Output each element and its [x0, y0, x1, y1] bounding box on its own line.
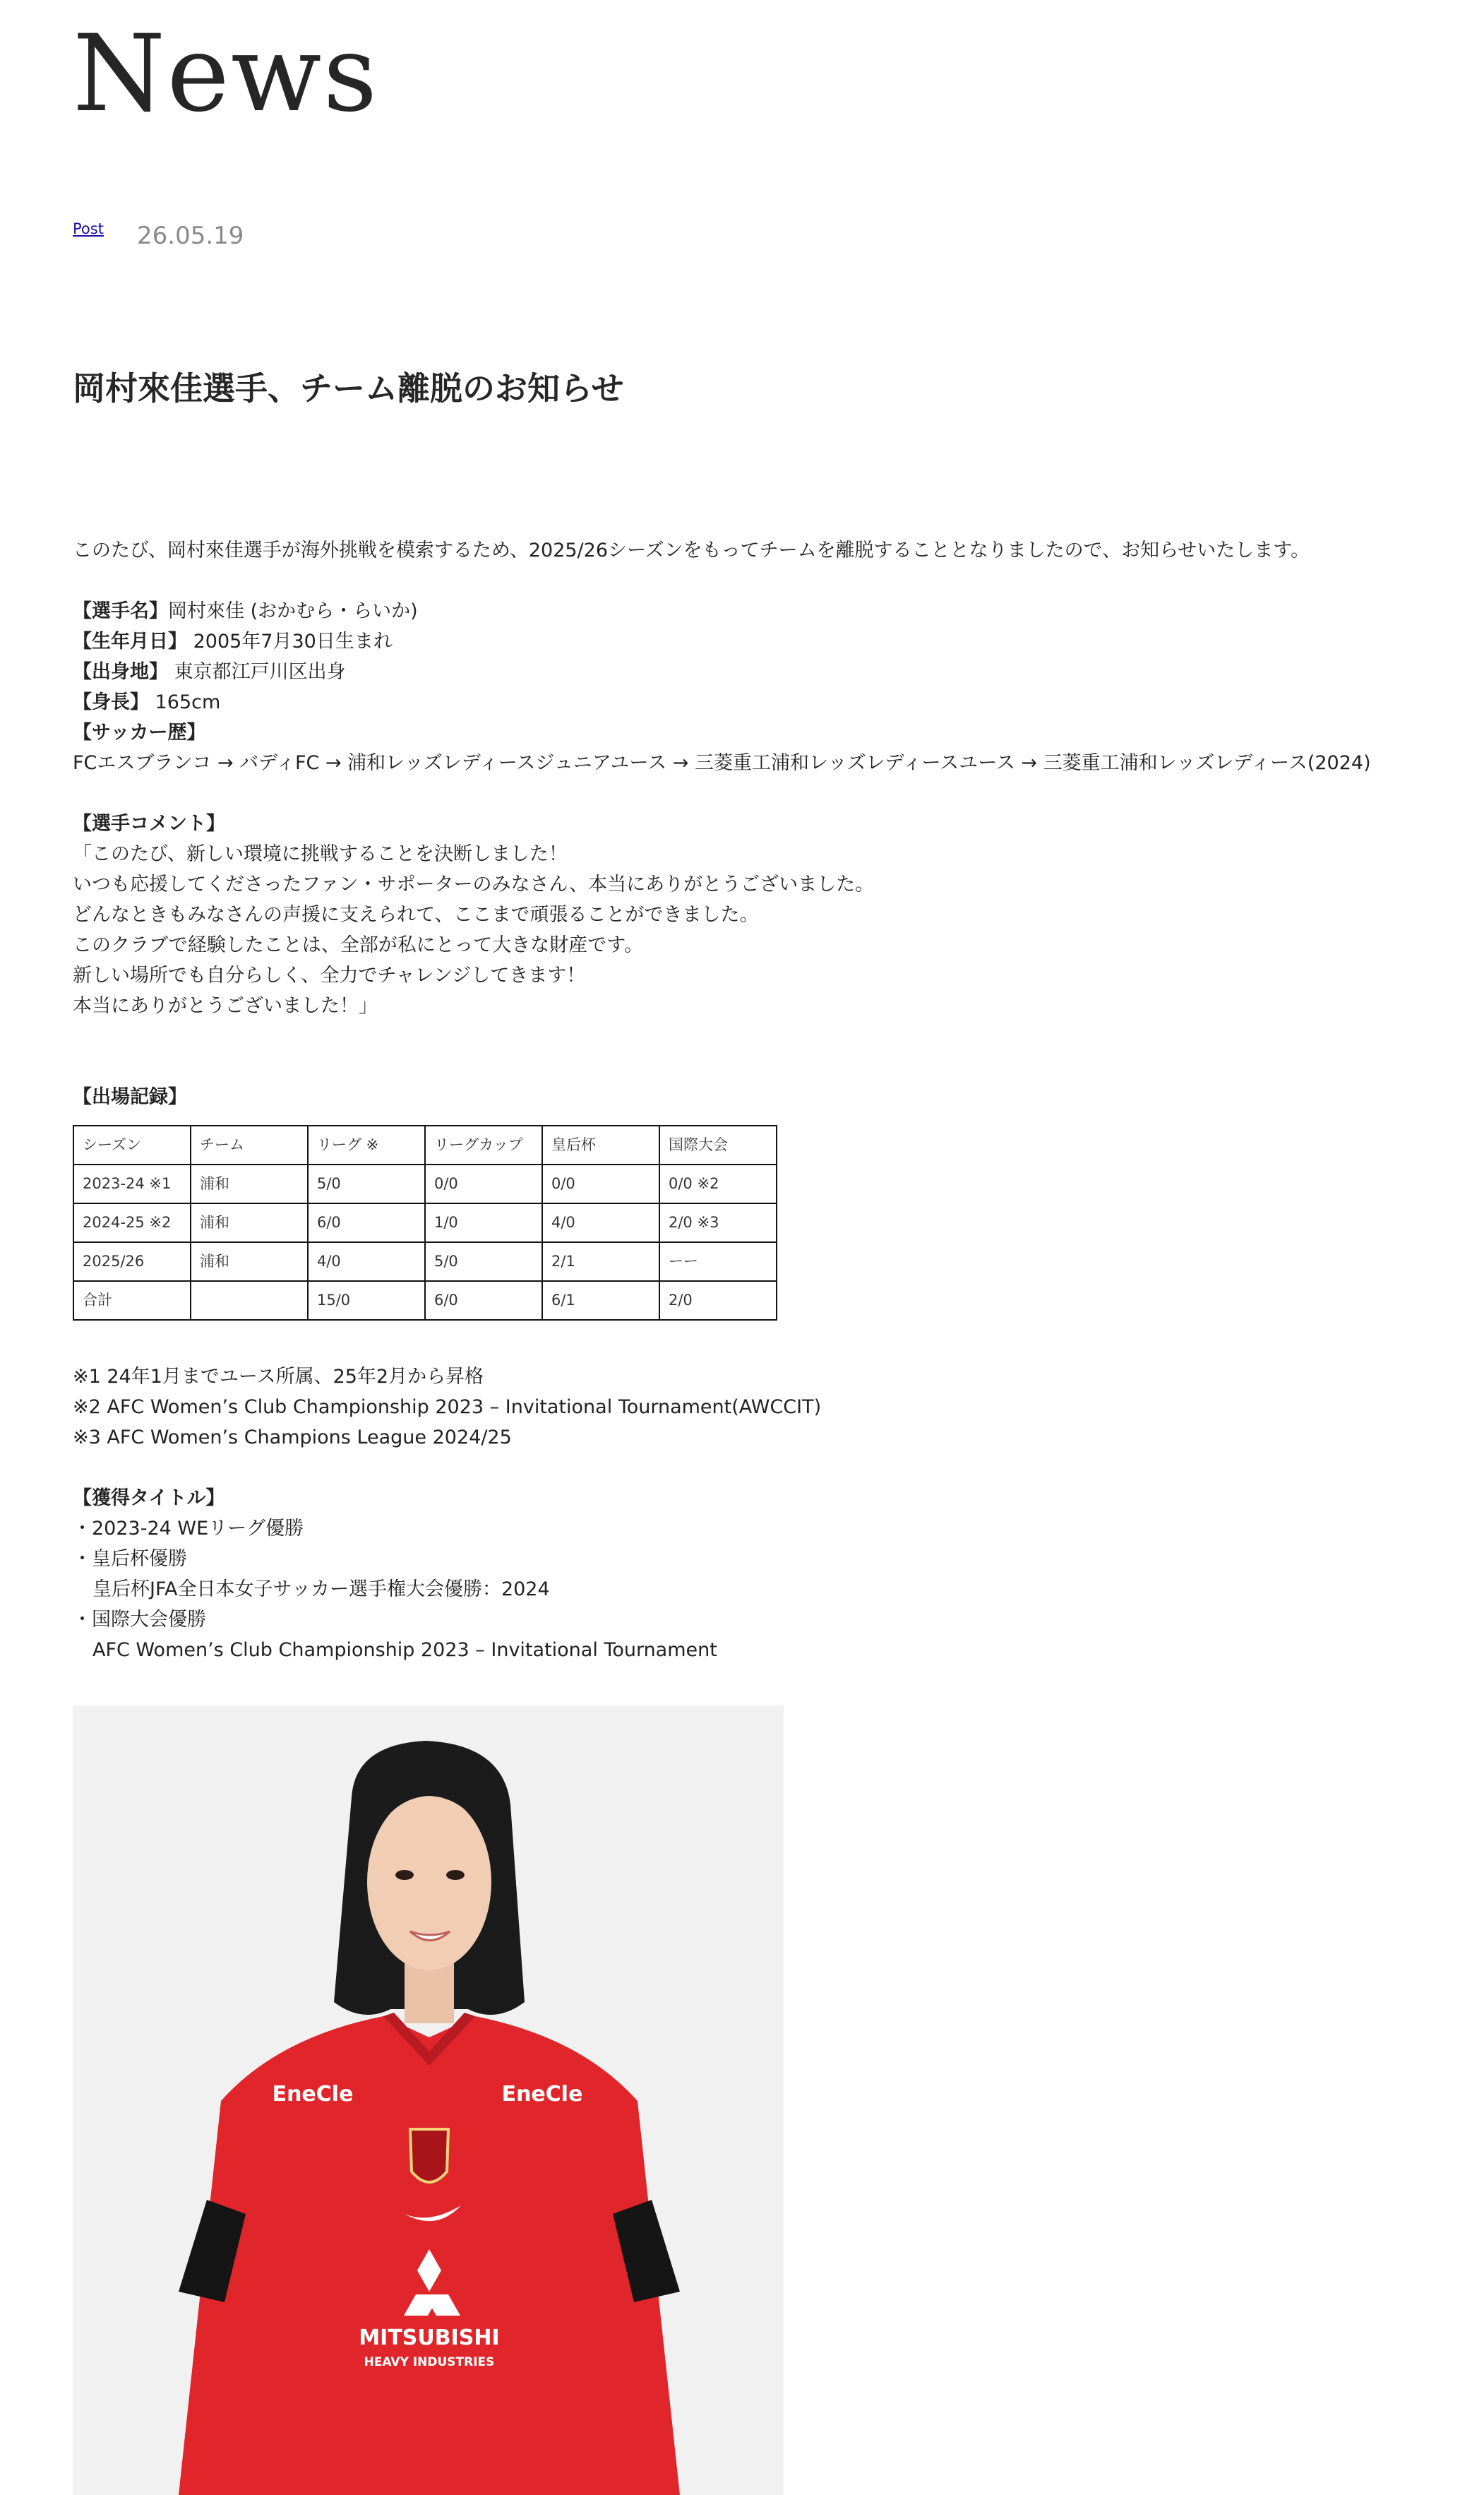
profile-label: 【出身地】 [73, 661, 168, 683]
page-title: News [73, 13, 379, 136]
title-item: ・皇后杯優勝 [73, 1548, 187, 1570]
table-cell: 6/1 [542, 1281, 659, 1320]
table-header-cell: シーズン [73, 1126, 191, 1165]
profile-label: 【選手名】 [73, 600, 168, 622]
title-item-detail: AFC Women’s Club Championship 2023 – Invitational Tournament [92, 1639, 717, 1661]
table-cell: 2/0 ※3 [659, 1203, 777, 1242]
table-cell: ーー [659, 1242, 777, 1281]
table-cell: 0/0 [542, 1165, 659, 1203]
profile-value: 東京都江戸川区出身 [168, 661, 346, 683]
table-cell: 4/0 [308, 1242, 425, 1281]
titles-label: 【獲得タイトル】 [73, 1487, 225, 1509]
table-cell: 浦和 [191, 1203, 308, 1242]
table-cell: 1/0 [425, 1203, 542, 1242]
footnote: ※1 24年1月までユース所属、25年2月から昇格 [73, 1366, 484, 1388]
profile-value: 165cm [149, 691, 221, 713]
table-row [73, 1203, 777, 1242]
profile-birthdate [73, 626, 1456, 657]
table-cell: 6/0 [425, 1281, 542, 1320]
comment-line: どんなときもみなさんの声援に支えられて、ここまで頑張ることができました。 [73, 904, 759, 926]
intro-text: このたび、岡村來佳選手が海外挑戦を模索するため、2025/26シーズンをもってチームを離脱することとなりましたので、お知らせいたします。 [73, 540, 1310, 561]
profile-label: 【身長】 [73, 691, 149, 713]
table-cell: 5/0 [425, 1242, 542, 1281]
profile-height [73, 687, 1456, 717]
table-cell: 浦和 [191, 1242, 308, 1281]
table-cell: 0/0 [425, 1165, 542, 1203]
table-cell: 2025/26 [73, 1242, 191, 1281]
table-cell [191, 1281, 308, 1320]
table-cell: 6/0 [308, 1203, 425, 1242]
comment-line: いつも応援してくださったファン・サポーターのみなさん、本当にありがとうございました。 [73, 874, 875, 895]
category-link[interactable]: Post [73, 220, 104, 237]
career-text: FCエスブランコ → バディFC → 浦和レッズレディースジュニアユース → 三菱重工浦和レッズレディースユース → 三菱重工浦和レッズレディース(2024) [73, 752, 1371, 774]
profile-name [73, 596, 1456, 626]
table-cell: 2/0 [659, 1281, 777, 1320]
title-item: ・2023-24 WEリーグ優勝 [73, 1518, 304, 1540]
shirt-sponsor: MITSUBISHI [359, 2326, 500, 2350]
sleeve-sponsor-right: EneCle [501, 2082, 583, 2107]
title-item: ・国際大会優勝 [73, 1609, 206, 1631]
table-cell: 15/0 [308, 1281, 425, 1320]
player-portrait-icon [73, 1705, 784, 2495]
career-label: 【サッカー歴】 [73, 722, 206, 744]
footnote: ※2 AFC Women’s Club Championship 2023 – Invitational Tournament(AWCCIT) [73, 1396, 822, 1418]
profile-hometown [73, 657, 1456, 687]
table-header-cell: リーグ ※ [308, 1126, 425, 1165]
player-photo [73, 1705, 784, 2495]
profile-label: 【生年月日】 [73, 631, 187, 653]
sleeve-sponsor-left: EneCle [272, 2082, 354, 2107]
table-cell: 浦和 [191, 1165, 308, 1203]
comment-label: 【選手コメント】 [73, 813, 225, 835]
table-row [73, 1242, 777, 1281]
table-header-cell: チーム [191, 1126, 308, 1165]
table-header-row [73, 1126, 777, 1165]
profile-value: 2005年7月30日生まれ [187, 631, 393, 653]
shirt-sponsor-sub: HEAVY INDUSTRIES [364, 2355, 495, 2369]
table-cell: 2/1 [542, 1242, 659, 1281]
table-cell: 合計 [73, 1281, 191, 1320]
table-cell: 0/0 ※2 [659, 1165, 777, 1203]
table-header-cell: 国際大会 [659, 1126, 777, 1165]
table-cell: 2024-25 ※2 [73, 1203, 191, 1242]
comment-line: 「このたび、新しい環境に挑戦することを決断しました！ [73, 843, 568, 865]
table-row [73, 1165, 777, 1203]
appearance-record-table [73, 1125, 777, 1321]
table-header-cell: リーグカップ [425, 1126, 542, 1165]
comment-line: 本当にありがとうございました！」 [73, 995, 378, 1017]
table-header-cell: 皇后杯 [542, 1126, 659, 1165]
article-body [73, 535, 1456, 1665]
table-cell: 5/0 [308, 1165, 425, 1203]
profile-value: 岡村來佳 (おかむら・らいか) [168, 600, 418, 622]
footnote: ※3 AFC Women’s Champions League 2024/25 [73, 1427, 512, 1448]
comment-line: 新しい場所でも自分らしく、全力でチャレンジしてきます！ [73, 965, 586, 987]
record-label: 【出場記録】 [73, 1086, 187, 1108]
table-cell: 2023-24 ※1 [73, 1165, 191, 1203]
table-total-row [73, 1281, 777, 1320]
post-date: 26.05.19 [137, 222, 244, 250]
table-cell: 4/0 [542, 1203, 659, 1242]
title-item-detail: 皇后杯JFA全日本女子サッカー選手権大会優勝：2024 [92, 1578, 550, 1600]
comment-line: このクラブで経験したことは、全部が私にとって大きな財産です。 [73, 934, 644, 956]
article-title: 岡村來佳選手、チーム離脱のお知らせ [73, 369, 624, 407]
